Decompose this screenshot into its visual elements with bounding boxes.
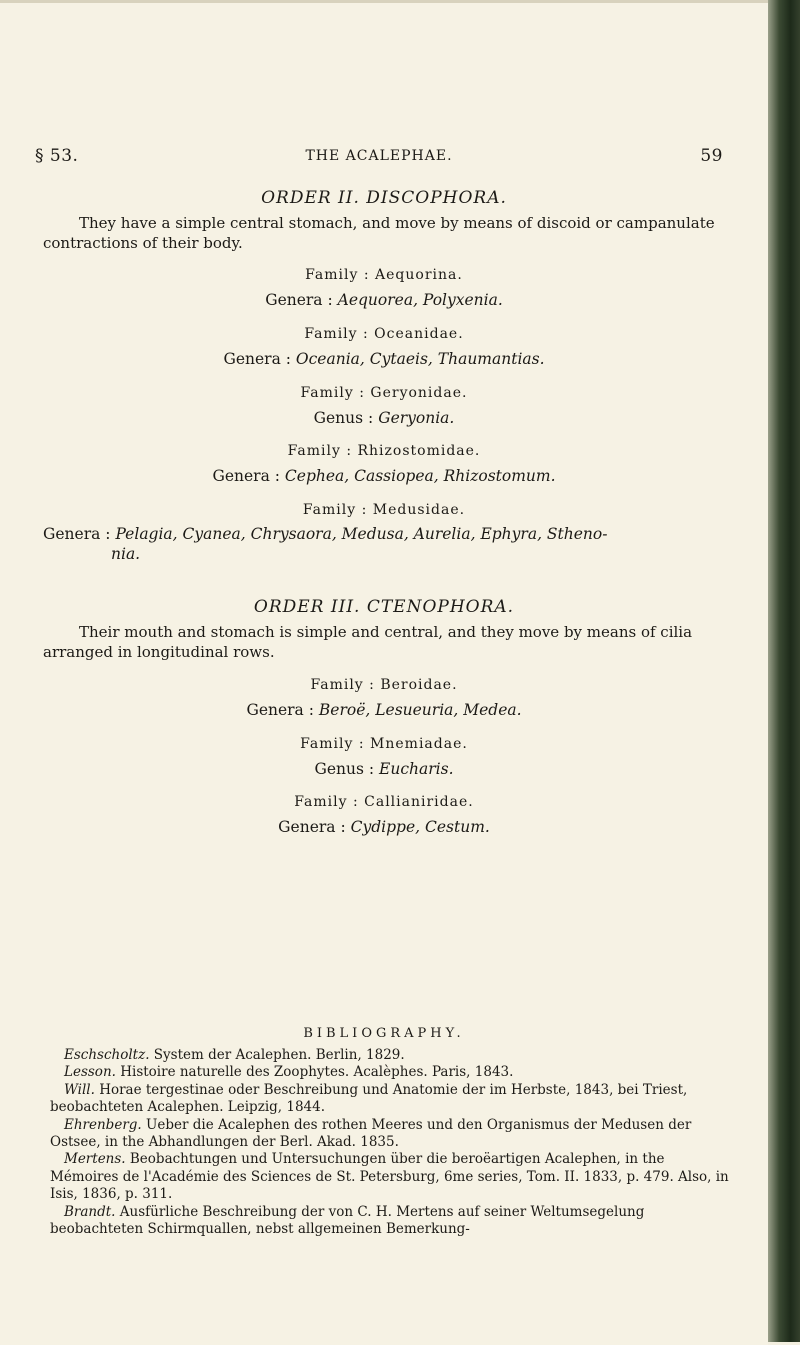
bibliography-entry xyxy=(50,1064,734,1081)
bibliography-entry xyxy=(50,1151,734,1203)
family-heading: Family : Mnemiadae. xyxy=(300,736,468,752)
genera-list: Pelagia, Cyanea, Chrysaora, Medusa, Aurelia, Ephyra, Stheno- xyxy=(115,525,608,543)
genus-label: Genera : xyxy=(43,525,111,543)
family-heading: Family : Callianiridae. xyxy=(294,794,474,810)
bibliography-entry xyxy=(50,1204,734,1239)
genera-line xyxy=(0,350,768,368)
genera-line xyxy=(0,818,768,836)
bibliography-heading: BIBLIOGRAPHY. xyxy=(303,1026,465,1041)
genera-list-continued: nia. xyxy=(111,545,141,563)
genera-list: Beroë, Lesueuria, Medea. xyxy=(318,701,522,719)
entry-text: System der Acalephen. Berlin, 1829. xyxy=(153,1047,405,1063)
family-heading: Family : Medusidae. xyxy=(302,502,466,518)
book-binding-edge xyxy=(768,0,800,1342)
genus-label: Genera : xyxy=(223,350,291,368)
bibliography-entry xyxy=(50,1117,734,1152)
genera-list: Oceania, Cytaeis, Thaumantias. xyxy=(295,350,545,368)
genera-list: Cydippe, Cestum. xyxy=(350,818,490,836)
family-heading: Family : Rhizostomidae. xyxy=(287,443,481,459)
genera-line xyxy=(0,760,768,778)
entry-text: Ueber die Acalephen des rothen Meeres und den Organismus der Medusen der Ostsee, in the Abhandlungen der Berl. Akad. 1835. xyxy=(50,1116,692,1151)
genera-list: Eucharis. xyxy=(379,760,454,778)
genera-list: Cephea, Cassiopea, Rhizostomum. xyxy=(284,467,556,485)
page-number: 59 xyxy=(700,146,723,166)
genera-line xyxy=(0,701,768,719)
genus-label: Genera : xyxy=(278,818,346,836)
entry-text: Ausfürliche Beschreibung der von C. H. Mertens auf seiner Weltumsegelung beobachteten Schirmquallen, nebst allgemeinen Bemerkung- xyxy=(50,1203,645,1238)
genera-line xyxy=(0,467,768,485)
entry-text: Horae tergestinae oder Beschreibung und Anatomie der im Herbste, 1843, bei Triest, beobachteten Acalephen. Leipzig, 1844. xyxy=(50,1081,688,1116)
entry-text: Histoire naturelle des Zoophytes. Acalèphes. Paris, 1843. xyxy=(120,1064,514,1081)
entry-author: Lesson. xyxy=(64,1064,116,1081)
genus-label: Genera : xyxy=(265,291,333,309)
entry-author: Brandt. xyxy=(64,1203,116,1220)
bibliography-list xyxy=(50,1047,734,1238)
running-header xyxy=(35,146,723,170)
family-heading: Family : Geryonidae. xyxy=(300,385,468,401)
order-description-discophora: They have a simple central stomach, and move by means of discoid or campanulate contractions of their body. xyxy=(43,214,715,252)
section-number: § 53. xyxy=(35,146,79,166)
genera-line xyxy=(0,291,768,309)
order-description-ctenophora: Their mouth and stomach is simple and central, and they move by means of cilia arranged in longitudinal rows. xyxy=(43,623,693,661)
genera-line xyxy=(0,409,768,427)
genera-line xyxy=(43,524,733,564)
genera-list: Aequorea, Polyxenia. xyxy=(337,291,503,309)
entry-author: Ehrenberg. xyxy=(64,1116,142,1133)
entry-text: Beobachtungen und Untersuchungen über die beroëartigen Acalephen, in the Mémoires de l'Académie des Sciences de St. Petersburg, 6me series, Tom. II. 1833, p. 479. Also, in Isis, 1836, p. 311. xyxy=(50,1151,729,1203)
order-heading-ctenophora: ORDER III. CTENOPHORA. xyxy=(253,597,515,617)
entry-author: Mertens. xyxy=(64,1151,126,1168)
family-heading: Family : Oceanidae. xyxy=(304,326,464,342)
running-title: THE ACALEPHAE. xyxy=(305,148,453,164)
family-heading: Family : Aequorina. xyxy=(305,267,463,283)
bibliography-entry xyxy=(50,1047,734,1064)
order-heading-discophora: ORDER II. DISCOPHORA. xyxy=(261,188,507,208)
entry-author: Eschscholtz. xyxy=(64,1047,150,1063)
entry-author: Will. xyxy=(64,1081,95,1098)
bibliography-entry xyxy=(50,1082,734,1117)
genus-label: Genera : xyxy=(246,701,314,719)
genus-label: Genera : xyxy=(212,467,280,485)
genera-list: Geryonia. xyxy=(378,409,455,427)
genus-label: Genus : xyxy=(313,409,374,427)
genus-label: Genus : xyxy=(314,760,375,778)
family-heading: Family : Beroidae. xyxy=(310,677,458,693)
